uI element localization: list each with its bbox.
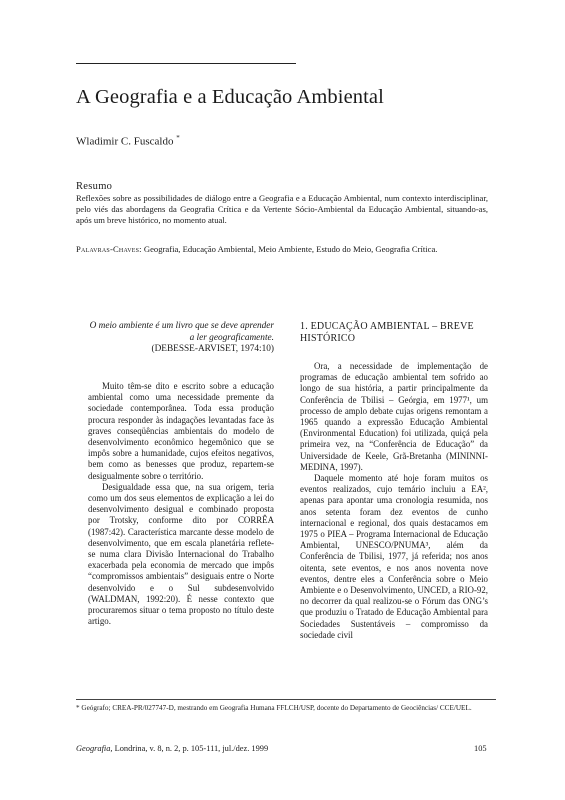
body-paragraph: Daquele momento até hoje foram muitos os eventos realizados, cujo temário incluiu a EA², apenas para apontar uma cronologia resumida, nos anos setenta foram dez eventos de cunho internacional e regional, dos quais destacamos em 1975 o PIEA – Programa Internacional de Educação Ambiental, UNESCO/PNUMA³, além da Conferência de Tbilisi, 1977, já referida; nos anos oitenta, sete eventos, e nos anos noventa nove eventos, dentre eles a Conferência sobre o Meio Ambiente e o Desenvolvimento, UNCED, a RIO-92, no decorrer da qual realizou-se o Fórum das ONG’s que produziu o Tratado de Educação Ambiental para Sociedades Sustentáveis – compromisso da sociedade civil — [300, 473, 488, 640]
article-title: A Geografia e a Educação Ambiental — [76, 86, 384, 108]
journal-name: Geografia, — [76, 744, 113, 753]
keywords-line — [76, 244, 496, 255]
section-title: 1. EDUCAÇÃO AMBIENTAL – BREVE HISTÓRICO — [300, 321, 474, 344]
top-rule — [76, 63, 296, 64]
author-name: Wladimir C. Fuscaldo — [76, 135, 174, 148]
body-paragraph: Muito têm-se dito e escrito sobre a educação ambiental como uma necessidade premente da sociedade contemporânea. Toda essa produção procura responder às indagações levantadas face às graves conseqüências ambientais do modelo de desenvolvimento econômico hegemônico que se impôs sobre a humanidade, cujos efeitos negativos, bem como as benesses que produz, repartem-se desigualmente sobre o território. — [88, 381, 274, 481]
running-footer — [76, 744, 268, 753]
footnote: * Geógrafo; CREA-PR/027747-D, mestrando em Geografia Humana FFLCH/USP, docente do Departamento de Geociências/ CCE/UEL. — [76, 704, 472, 712]
epigraph — [88, 321, 274, 356]
author-footnote-mark: * — [176, 134, 180, 142]
abstract-text: Reflexões sobre as possibilidades de diálogo entre a Geografia e a Educação Ambiental, num contexto interdisciplinar, pelo viés das abordagens da Geografia Crítica e da Vertente Sócio-Ambiental da Educação Ambiental, situando-as, após um breve histórico, no momento atual. — [76, 193, 488, 225]
body-paragraph: Ora, a necessidade de implementação de programas de educação ambiental tem sofrido ao longo de sua história, a partir principalmente da Conferência de Tbilisi – Geórgia, em 1977¹, um processo de amplo debate cujas origens remontam a 1965 quando a expressão Educação Ambiental (Environmental Education) foi utilizada, quiçá pela primeira vez, na “Conferência de Educação” da Universidade de Keele, Grã-Bretanha (MININNI-MEDINA, 1997). — [300, 361, 488, 472]
footnote-rule — [76, 699, 496, 700]
keywords-text: Geografia, Educação Ambiental, Meio Ambiente, Estudo do Meio, Geografia Crítica. — [141, 244, 438, 254]
left-column-body — [88, 381, 274, 627]
body-paragraph: Desigualdade essa que, na sua origem, teria como um dos seus elementos de explicação a lei do desenvolvimento desigual e combinado proposta por Trotsky, conforme dito por CORRÊA (1987:42). Característica marcante desse modelo de desenvolvimento, que em escala planetária reflete-se numa clara Divisão Internacional do Trabalho exacerbada pela economia de mercado que impôs “compromissos ambientais” desiguais entre o Norte desenvolvido e o Sul subdesenvolvido (WALDMAN, 1992:20). É nesse contexto que procuraremos situar o tema proposto no título deste artigo. — [88, 481, 274, 627]
keywords-label: Palavras-Chaves: — [76, 244, 142, 254]
author-line — [76, 134, 180, 148]
journal-citation: Londrina, v. 8, n. 2, p. 105-111, jul./dez. 1999 — [112, 744, 269, 753]
right-column-body — [300, 361, 488, 641]
page-number: 105 — [474, 744, 487, 753]
epigraph-quote: O meio ambiente é um livro que se deve aprender a ler geograficamente. — [89, 321, 274, 343]
epigraph-source: (DEBESSE-ARVISET, 1974:10) — [151, 344, 274, 354]
abstract-heading: Resumo — [76, 181, 113, 192]
